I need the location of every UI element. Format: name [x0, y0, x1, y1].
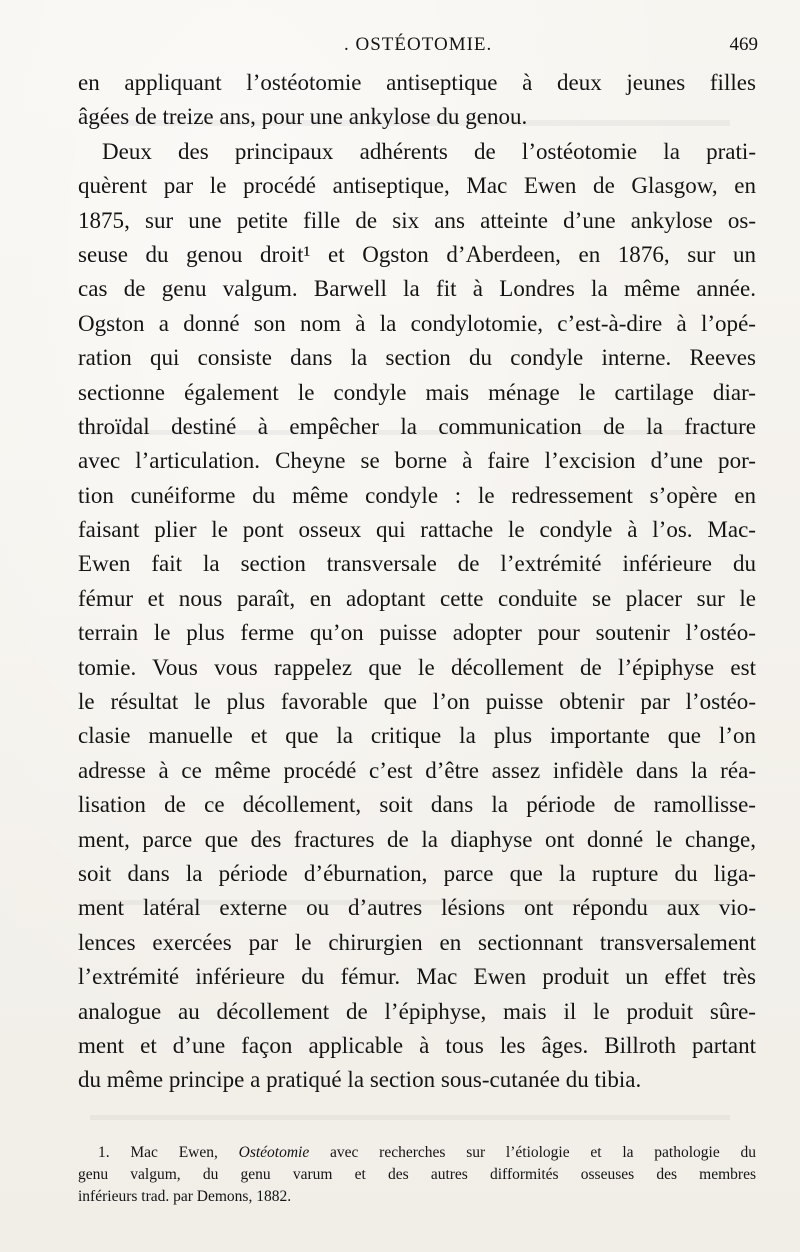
text-line: terrain le plus ferme qu’on puisse adopter pour soutenir l’ostéo-	[78, 620, 756, 646]
text-line: tion cunéiforme du même condyle : le redressement s’opère en	[78, 482, 756, 508]
text-line: ment et d’une façon applicable à tous les âges. Billroth partant	[78, 1032, 756, 1058]
footnote-line: inférieurs trad. par Demons, 1882.	[78, 1188, 292, 1205]
footnote	[78, 1142, 756, 1208]
text-line: analogue au décollement de l’épiphyse, mais il le produit sûre-	[78, 998, 756, 1024]
footnote-rest: avec recherches sur l’étiologie et la pathologie du	[309, 1144, 756, 1161]
text-line: cas de genu valgum. Barwell la fit à Londres la même année.	[78, 276, 756, 302]
text-line: avec l’articulation. Cheyne se borne à faire l’excision d’une por-	[78, 448, 756, 474]
footnote-prefix: 1. Mac Ewen,	[98, 1144, 239, 1161]
text-line: du même principe a pratiqué la section sous-cutanée du tibia.	[78, 1067, 642, 1093]
text-line: quèrent par le procédé antiseptique, Mac Ewen de Glasgow, en	[78, 173, 756, 199]
text-line: fémur et nous paraît, en adoptant cette conduite se placer sur le	[78, 585, 756, 611]
text-line: soit dans la période d’éburnation, parce que la rupture du liga-	[78, 860, 756, 886]
text-line: sectionne également le condyle mais ménage le cartilage diar-	[78, 379, 756, 405]
text-line: clasie manuelle et que la critique la plus importante que l’on	[78, 723, 756, 749]
text-line: faisant plier le pont osseux qui rattache le condyle à l’os. Mac-	[78, 517, 756, 543]
footnote-line	[78, 1142, 756, 1164]
text-line: seuse du genou droit¹ et Ogston d’Aberdeen, en 1876, sur un	[78, 241, 756, 267]
text-line: lisation de ce décollement, soit dans la période de ramollisse-	[78, 792, 756, 818]
text-line: âgées de treize ans, pour une ankylose du genou.	[78, 104, 528, 130]
text-line: Ogston a donné son nom à la condylotomie, c’est-à-dire à l’opé-	[78, 310, 756, 336]
text-line: ment, parce que des fractures de la diaphyse ont donné le change,	[78, 826, 756, 852]
text-line: en appliquant l’ostéotomie antiseptique à deux jeunes filles	[78, 70, 756, 95]
text-line: lences exercées par le chirurgien en sectionnant transversalement	[78, 929, 756, 955]
text-line: adresse à ce même procédé c’est d’être assez infidèle dans la réa-	[78, 757, 756, 783]
running-title: . OSTÉOTOMIE.	[344, 34, 493, 55]
page-header	[78, 32, 758, 60]
text-line: 1875, sur une petite fille de six ans atteinte d’une ankylose os-	[78, 207, 756, 233]
text-line: tomie. Vous vous rappelez que le décollement de l’épiphyse est	[78, 654, 756, 680]
text-line: ment latéral externe ou d’autres lésions ont répondu aux vio-	[78, 895, 756, 921]
text-line: Ewen fait la section transversale de l’extrémité inférieure du	[78, 551, 756, 577]
text-line: throïdal destiné à empêcher la communication de la fracture	[78, 413, 756, 439]
body-text	[78, 66, 756, 1098]
footnote-title: Ostéotomie	[238, 1144, 310, 1161]
paragraph-first-line: Deux des principaux adhérents de l’ostéotomie la prati-	[102, 138, 756, 164]
text-line: ration qui consiste dans la section du condyle interne. Reeves	[78, 345, 756, 371]
page-number: 469	[729, 34, 758, 55]
text-line: le résultat le plus favorable que l’on puisse obtenir par l’ostéo-	[78, 689, 756, 715]
text-line: l’extrémité inférieure du fémur. Mac Ewen produit un effet très	[78, 964, 756, 990]
footnote-line: genu valgum, du genu varum et des autres difformités osseuses des membres	[78, 1166, 756, 1183]
